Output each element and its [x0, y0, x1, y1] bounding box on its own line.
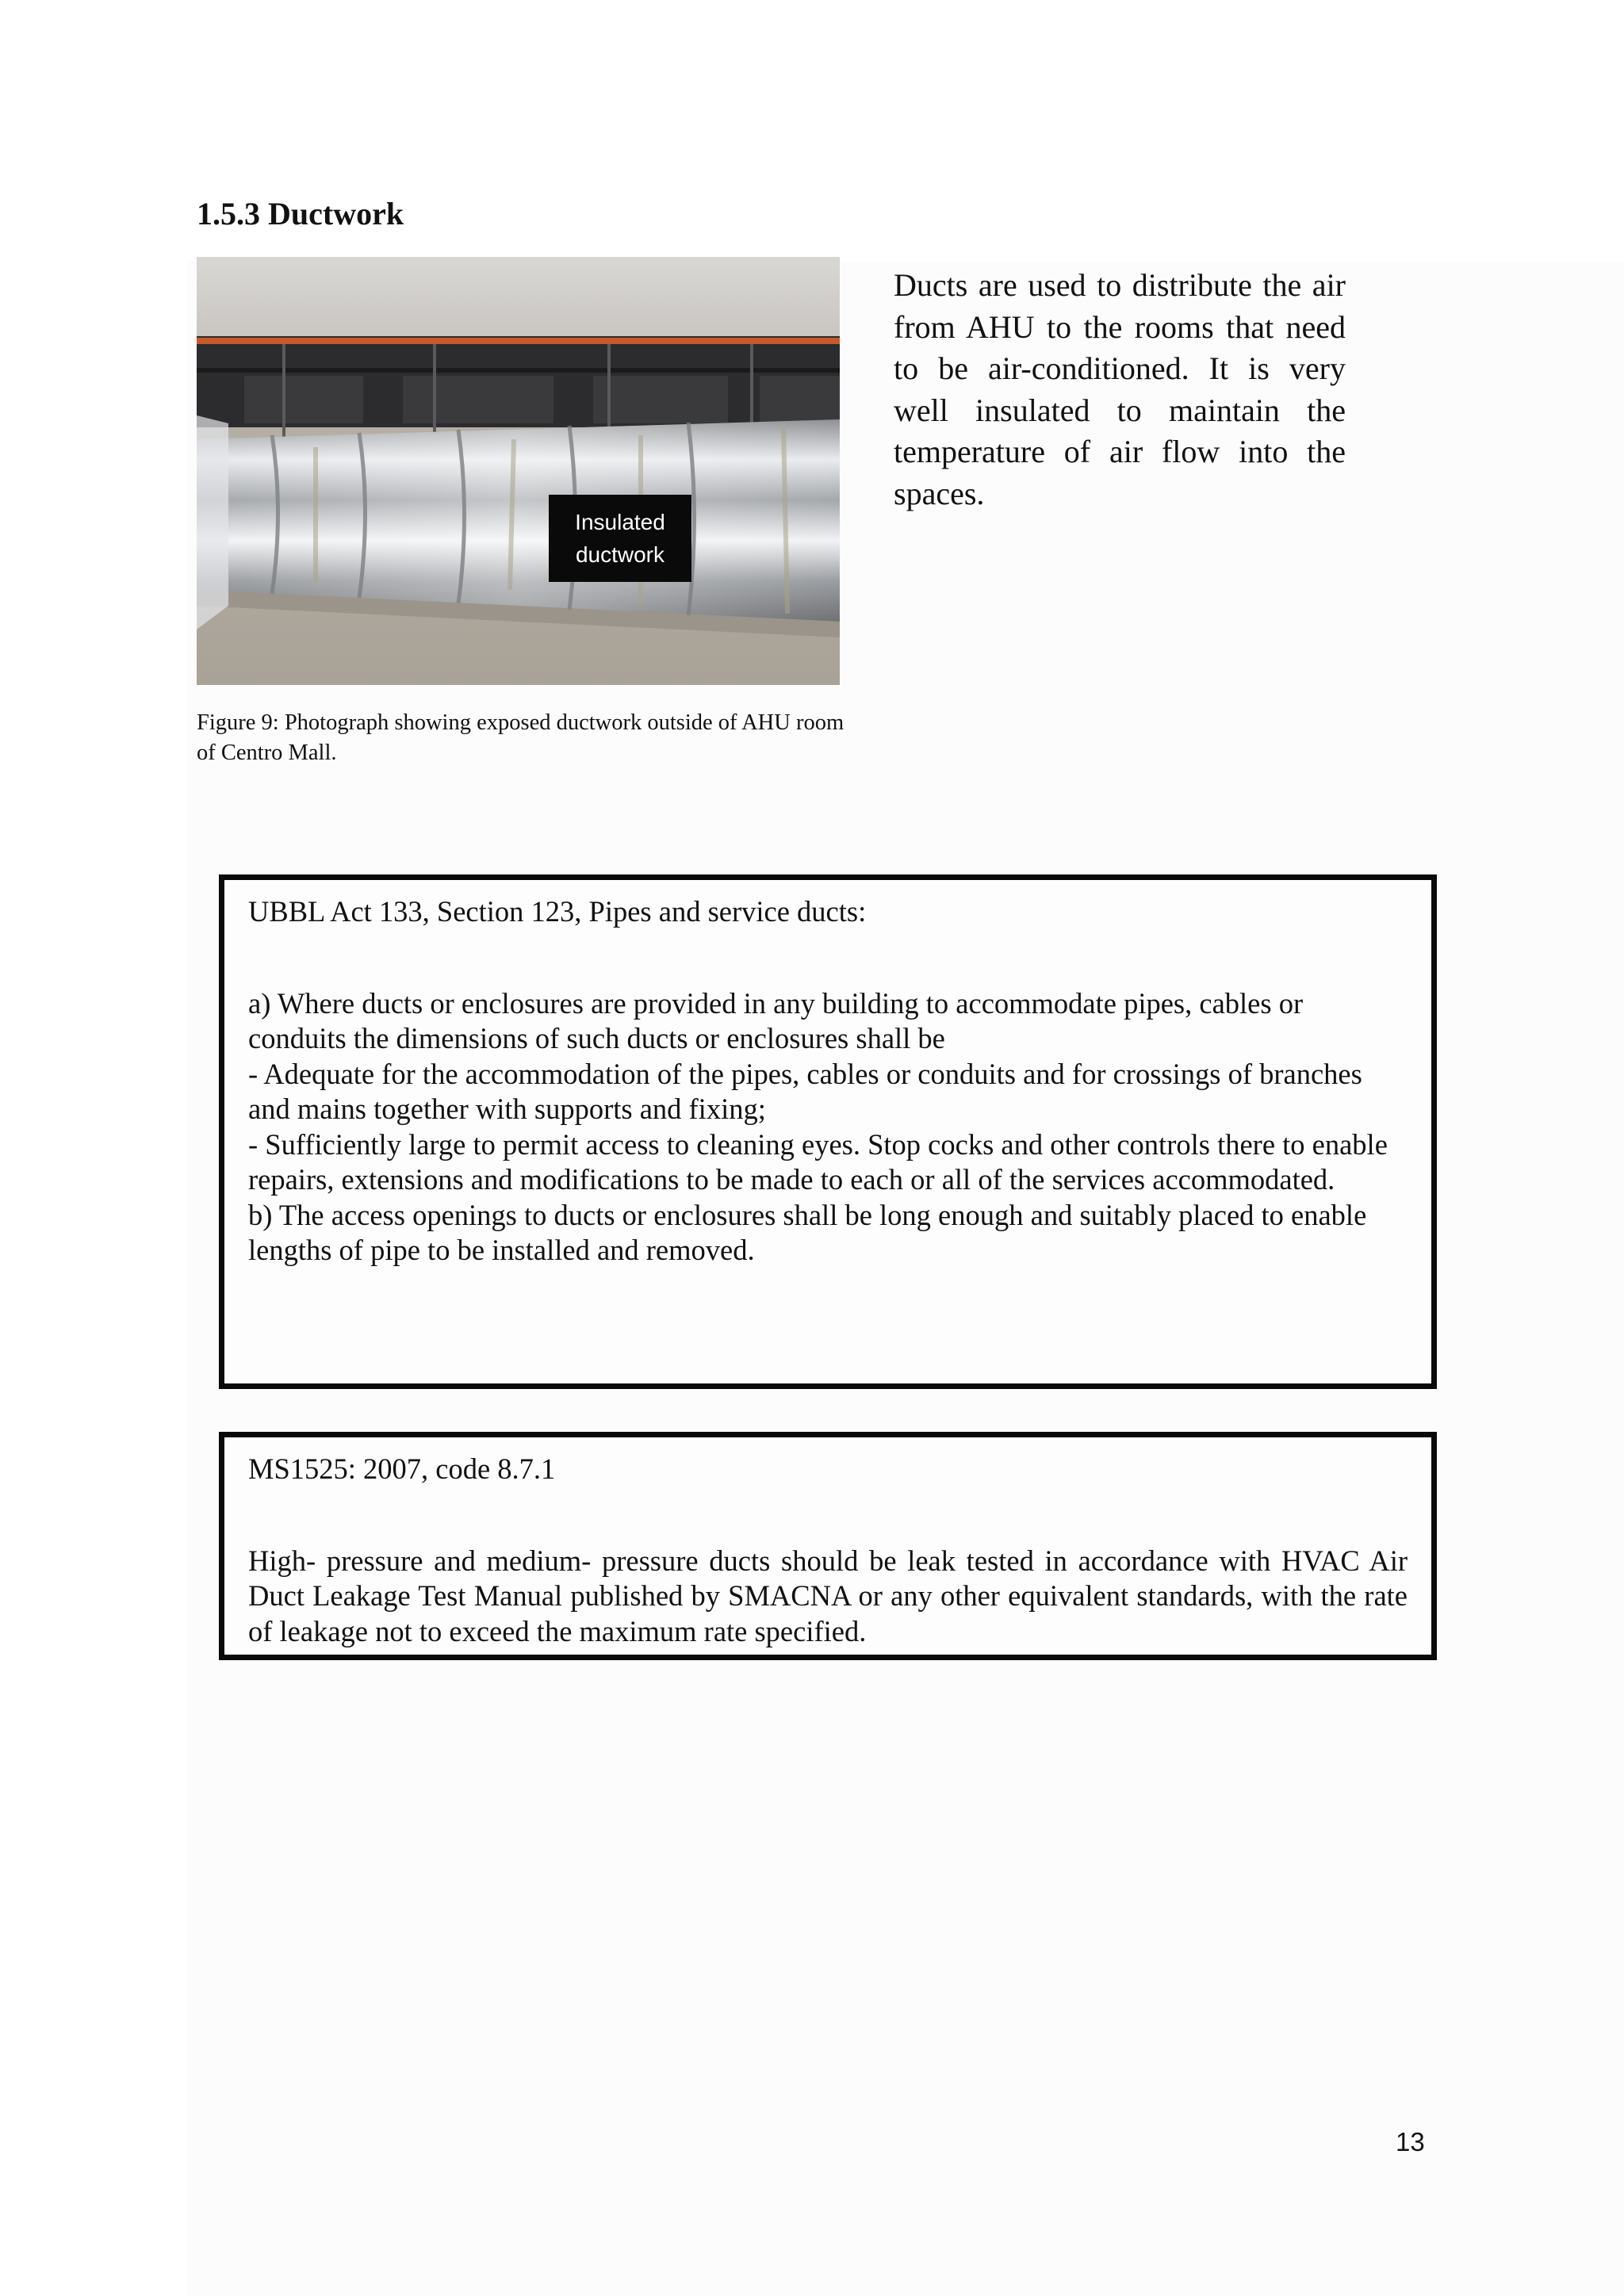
ubbl-clause-b: b) The access openings to ducts or enclosures shall be long enough and suitably placed to enable lengths of pipe to be installed and removed. — [248, 1198, 1367, 1266]
ubbl-clause-sufficient: - Sufficiently large to permit access to cleaning eyes. Stop cocks and other controls there to enable repairs, extensions and modifications to be made to each or all of the services accommodated. — [248, 1127, 1388, 1196]
photo-label: Insulated ductwork — [549, 495, 691, 582]
ubbl-title: UBBL Act 133, Section 123, Pipes and service ducts: — [248, 895, 867, 928]
ms1525-body: High- pressure and medium- pressure ducts should be leak tested in accordance with HVAC Air Duct Leakage Test Manual published by SMACNA or any other equivalent standards, with the rate of leakage not to exceed the maximum rate specified. — [248, 1544, 1408, 1647]
intro-paragraph: Ducts are used to distribute the air from AHU to the rooms that need to be air-conditioned. It is very well insulated to maintain the temperature of air flow into the spaces. — [894, 267, 1346, 511]
ubbl-regulation-box — [219, 874, 1437, 1389]
ubbl-clause-a: a) Where ducts or enclosures are provided in any building to accommodate pipes, cables or conduits the dimensions of such ducts or enclosures shall be — [248, 986, 1304, 1054]
figure-caption: Figure 9: Photograph showing exposed ductwork outside of AHU room of Centro Mall. — [197, 710, 845, 765]
ubbl-body — [248, 986, 1408, 1269]
ms1525-regulation-box — [219, 1432, 1437, 1660]
ubbl-clause-adequate: - Adequate for the accommodation of the pipes, cables or conduits and for crossings of branches and mains together with supports and fixing; — [248, 1057, 1362, 1125]
section-heading: 1.5.3 Ductwork — [197, 196, 404, 232]
ductwork-photo — [197, 257, 840, 685]
ms1525-title: MS1525: 2007, code 8.7.1 — [248, 1452, 556, 1485]
page-number: 13 — [1396, 2127, 1425, 2156]
